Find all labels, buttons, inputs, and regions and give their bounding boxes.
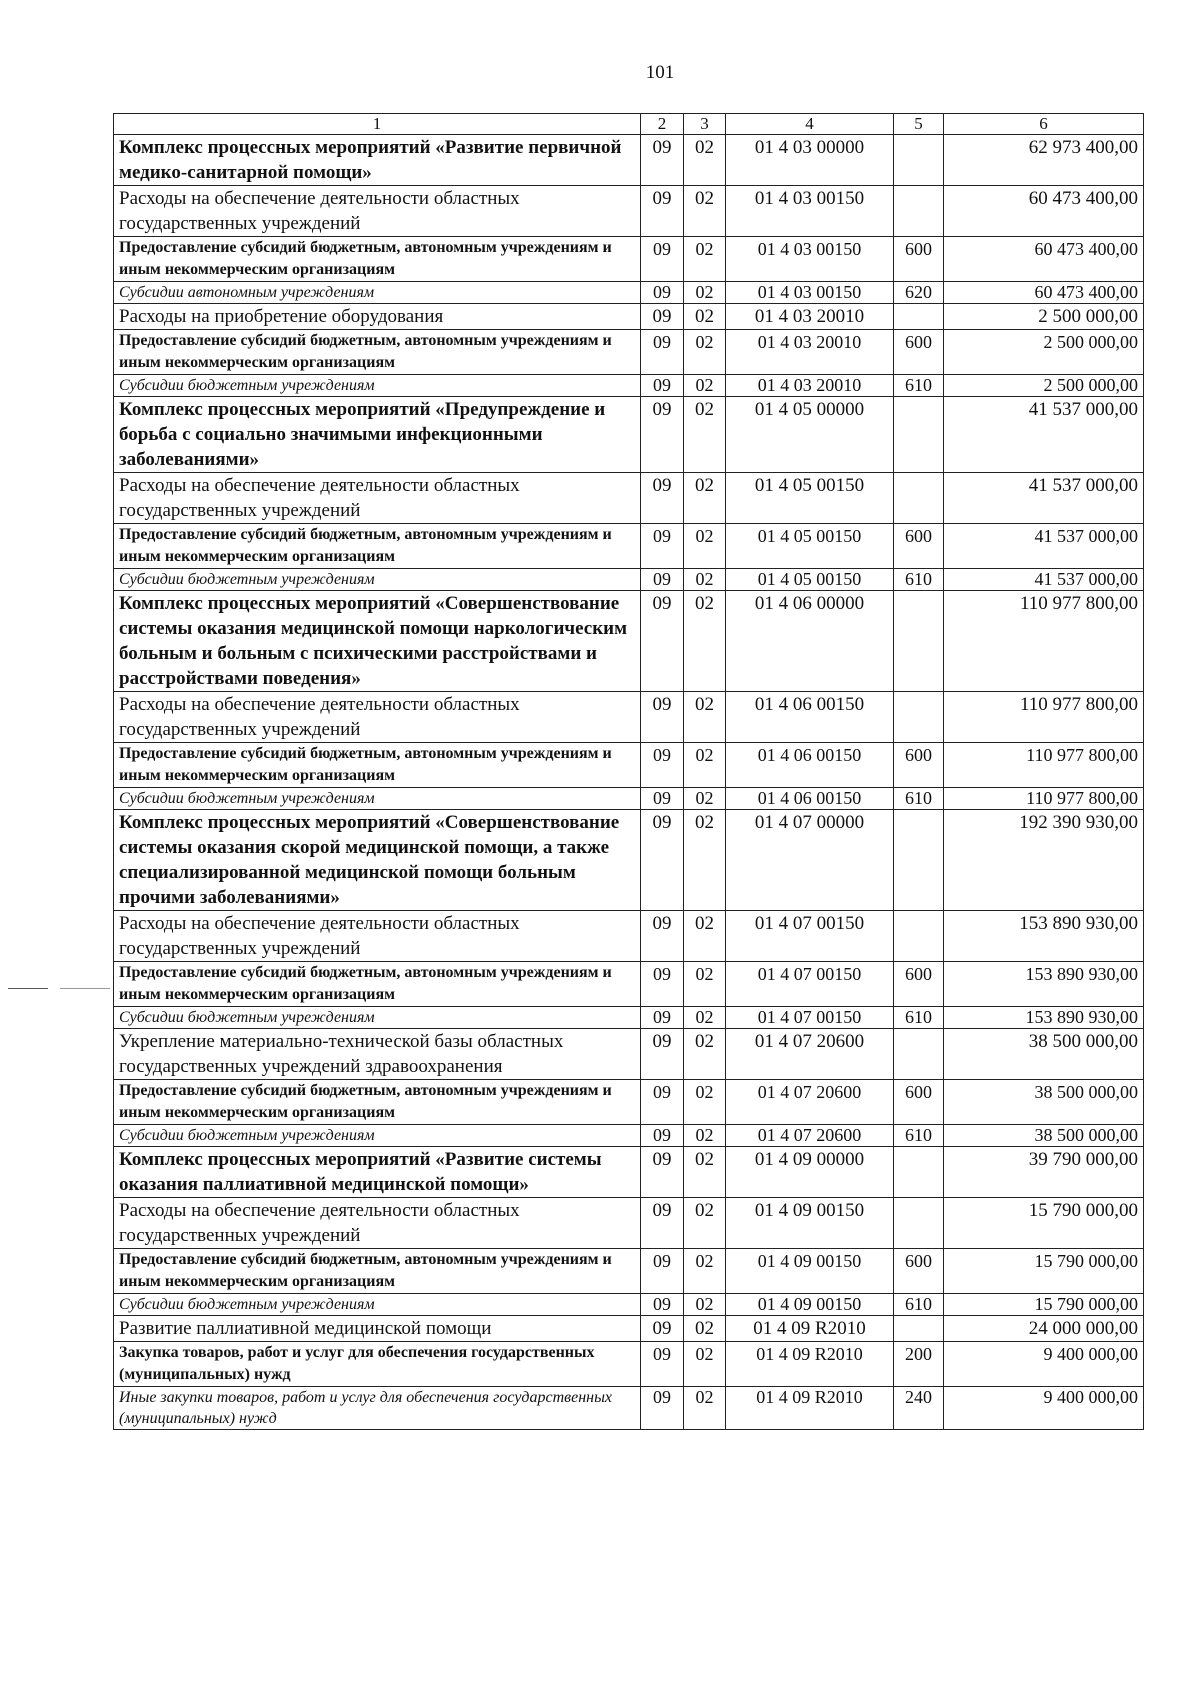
row-amount-cell: 15 790 000,00 (944, 1249, 1144, 1294)
row-target-article-cell: 01 4 09 R2010 (726, 1387, 894, 1430)
row-section-cell: 09 (641, 1080, 684, 1125)
budget-table-body (114, 114, 1144, 1430)
row-subsection-cell: 02 (684, 591, 726, 692)
table-row (114, 911, 1144, 962)
row-section-cell: 09 (641, 591, 684, 692)
row-amount-cell: 60 473 400,00 (944, 186, 1144, 237)
row-name-cell: Комплекс процессных мероприятий «Развитие первичной медико-санитарной помощи» (114, 135, 641, 186)
row-section-cell: 09 (641, 186, 684, 237)
row-subsection-cell: 02 (684, 1387, 726, 1430)
row-expense-type-cell (894, 135, 944, 186)
row-subsection-cell: 02 (684, 810, 726, 911)
row-subsection-cell: 02 (684, 1316, 726, 1342)
table-row (114, 375, 1144, 397)
row-expense-type-cell: 610 (894, 1007, 944, 1029)
row-amount-cell: 2 500 000,00 (944, 330, 1144, 375)
row-section-cell: 09 (641, 743, 684, 788)
table-row (114, 397, 1144, 473)
row-subsection-cell: 02 (684, 1029, 726, 1080)
table-row (114, 1294, 1144, 1316)
row-name-cell: Субсидии бюджетным учреждениям (114, 569, 641, 591)
row-name-cell: Предоставление субсидий бюджетным, автономным учреждениям и иным некоммерческим организациям (114, 962, 641, 1007)
row-amount-cell: 153 890 930,00 (944, 962, 1144, 1007)
budget-table (113, 113, 1144, 1430)
table-row (114, 743, 1144, 788)
row-name-cell: Предоставление субсидий бюджетным, автономным учреждениям и иным некоммерческим организациям (114, 524, 641, 569)
table-row (114, 591, 1144, 692)
row-target-article-cell: 01 4 05 00150 (726, 569, 894, 591)
row-subsection-cell: 02 (684, 1080, 726, 1125)
row-name-cell: Субсидии бюджетным учреждениям (114, 1007, 641, 1029)
table-header-row (114, 114, 1144, 135)
row-name-cell: Иные закупки товаров, работ и услуг для обеспечения государственных (муниципальных) нужд (114, 1387, 641, 1430)
row-subsection-cell: 02 (684, 1125, 726, 1147)
row-amount-cell: 15 790 000,00 (944, 1294, 1144, 1316)
row-amount-cell: 41 537 000,00 (944, 397, 1144, 473)
row-section-cell: 09 (641, 1125, 684, 1147)
row-name-cell: Субсидии бюджетным учреждениям (114, 1125, 641, 1147)
header-cell-2: 2 (641, 114, 684, 135)
row-subsection-cell: 02 (684, 330, 726, 375)
row-expense-type-cell: 600 (894, 237, 944, 282)
row-target-article-cell: 01 4 09 R2010 (726, 1342, 894, 1387)
row-target-article-cell: 01 4 03 00000 (726, 135, 894, 186)
row-subsection-cell: 02 (684, 473, 726, 524)
row-section-cell: 09 (641, 135, 684, 186)
header-cell-3: 3 (684, 114, 726, 135)
table-row (114, 1080, 1144, 1125)
row-expense-type-cell: 610 (894, 1125, 944, 1147)
page-number: 101 (645, 62, 675, 83)
row-name-cell: Предоставление субсидий бюджетным, автономным учреждениям и иным некоммерческим организациям (114, 330, 641, 375)
table-row (114, 692, 1144, 743)
header-cell-5: 5 (894, 114, 944, 135)
row-amount-cell: 153 890 930,00 (944, 911, 1144, 962)
table-row (114, 1342, 1144, 1387)
row-target-article-cell: 01 4 05 00000 (726, 397, 894, 473)
row-amount-cell: 192 390 930,00 (944, 810, 1144, 911)
row-amount-cell: 41 537 000,00 (944, 524, 1144, 569)
row-amount-cell: 41 537 000,00 (944, 473, 1144, 524)
scan-artifact-line (8, 988, 48, 989)
row-name-cell: Расходы на обеспечение деятельности областных государственных учреждений (114, 911, 641, 962)
row-target-article-cell: 01 4 09 00150 (726, 1294, 894, 1316)
row-expense-type-cell (894, 1147, 944, 1198)
row-expense-type-cell: 620 (894, 282, 944, 304)
row-subsection-cell: 02 (684, 1294, 726, 1316)
row-name-cell: Укрепление материально-технической базы областных государственных учреждений здравоохранения (114, 1029, 641, 1080)
row-section-cell: 09 (641, 282, 684, 304)
row-name-cell: Предоставление субсидий бюджетным, автономным учреждениям и иным некоммерческим организациям (114, 1249, 641, 1294)
row-section-cell: 09 (641, 304, 684, 330)
row-amount-cell: 60 473 400,00 (944, 237, 1144, 282)
row-subsection-cell: 02 (684, 135, 726, 186)
row-expense-type-cell: 600 (894, 1249, 944, 1294)
table-row (114, 473, 1144, 524)
row-name-cell: Развитие паллиативной медицинской помощи (114, 1316, 641, 1342)
row-subsection-cell: 02 (684, 304, 726, 330)
table-row (114, 788, 1144, 810)
row-expense-type-cell (894, 692, 944, 743)
row-amount-cell: 9 400 000,00 (944, 1342, 1144, 1387)
row-name-cell: Закупка товаров, работ и услуг для обеспечения государственных (муниципальных) нужд (114, 1342, 641, 1387)
table-row (114, 237, 1144, 282)
row-name-cell: Субсидии бюджетным учреждениям (114, 375, 641, 397)
row-subsection-cell: 02 (684, 397, 726, 473)
row-subsection-cell: 02 (684, 569, 726, 591)
row-section-cell: 09 (641, 810, 684, 911)
row-name-cell: Субсидии автономным учреждениям (114, 282, 641, 304)
row-section-cell: 09 (641, 962, 684, 1007)
header-cell-4: 4 (726, 114, 894, 135)
row-amount-cell: 24 000 000,00 (944, 1316, 1144, 1342)
row-target-article-cell: 01 4 06 00150 (726, 788, 894, 810)
table-row (114, 1316, 1144, 1342)
row-subsection-cell: 02 (684, 692, 726, 743)
row-expense-type-cell (894, 473, 944, 524)
table-row (114, 1387, 1144, 1430)
row-amount-cell: 38 500 000,00 (944, 1080, 1144, 1125)
row-name-cell: Предоставление субсидий бюджетным, автономным учреждениям и иным некоммерческим организациям (114, 1080, 641, 1125)
table-row (114, 524, 1144, 569)
row-name-cell: Субсидии бюджетным учреждениям (114, 1294, 641, 1316)
row-target-article-cell: 01 4 03 00150 (726, 282, 894, 304)
table-row (114, 186, 1144, 237)
row-name-cell: Комплекс процессных мероприятий «Совершенствование системы оказания скорой медицинской помощи, а также специализированной медицинской помощи больным прочими заболеваниями» (114, 810, 641, 911)
row-target-article-cell: 01 4 07 20600 (726, 1080, 894, 1125)
row-target-article-cell: 01 4 07 00150 (726, 1007, 894, 1029)
row-expense-type-cell (894, 304, 944, 330)
row-subsection-cell: 02 (684, 186, 726, 237)
row-expense-type-cell (894, 1198, 944, 1249)
row-amount-cell: 110 977 800,00 (944, 591, 1144, 692)
row-expense-type-cell (894, 1316, 944, 1342)
row-target-article-cell: 01 4 09 00150 (726, 1249, 894, 1294)
row-amount-cell: 153 890 930,00 (944, 1007, 1144, 1029)
row-amount-cell: 2 500 000,00 (944, 304, 1144, 330)
row-amount-cell: 110 977 800,00 (944, 743, 1144, 788)
row-section-cell: 09 (641, 1147, 684, 1198)
row-name-cell: Комплекс процессных мероприятий «Развитие системы оказания паллиативной медицинской помощи» (114, 1147, 641, 1198)
row-subsection-cell: 02 (684, 1342, 726, 1387)
row-expense-type-cell: 610 (894, 375, 944, 397)
row-subsection-cell: 02 (684, 524, 726, 569)
row-subsection-cell: 02 (684, 282, 726, 304)
row-subsection-cell: 02 (684, 788, 726, 810)
row-section-cell: 09 (641, 1029, 684, 1080)
row-amount-cell: 2 500 000,00 (944, 375, 1144, 397)
header-cell-6: 6 (944, 114, 1144, 135)
row-subsection-cell: 02 (684, 1249, 726, 1294)
row-subsection-cell: 02 (684, 1147, 726, 1198)
row-expense-type-cell (894, 186, 944, 237)
row-target-article-cell: 01 4 09 00150 (726, 1198, 894, 1249)
row-amount-cell: 60 473 400,00 (944, 282, 1144, 304)
row-section-cell: 09 (641, 911, 684, 962)
row-target-article-cell: 01 4 06 00000 (726, 591, 894, 692)
row-section-cell: 09 (641, 692, 684, 743)
row-target-article-cell: 01 4 07 00150 (726, 911, 894, 962)
table-row (114, 1147, 1144, 1198)
row-amount-cell: 110 977 800,00 (944, 692, 1144, 743)
table-row (114, 135, 1144, 186)
row-amount-cell: 62 973 400,00 (944, 135, 1144, 186)
row-name-cell: Комплекс процессных мероприятий «Предупреждение и борьба с социально значимыми инфекционными заболеваниями» (114, 397, 641, 473)
row-target-article-cell: 01 4 07 00000 (726, 810, 894, 911)
table-row (114, 282, 1144, 304)
row-subsection-cell: 02 (684, 743, 726, 788)
row-name-cell: Расходы на обеспечение деятельности областных государственных учреждений (114, 1198, 641, 1249)
row-amount-cell: 39 790 000,00 (944, 1147, 1144, 1198)
row-section-cell: 09 (641, 1007, 684, 1029)
row-expense-type-cell: 600 (894, 962, 944, 1007)
row-target-article-cell: 01 4 09 R2010 (726, 1316, 894, 1342)
row-target-article-cell: 01 4 05 00150 (726, 524, 894, 569)
row-target-article-cell: 01 4 03 20010 (726, 375, 894, 397)
row-target-article-cell: 01 4 07 20600 (726, 1029, 894, 1080)
row-expense-type-cell (894, 810, 944, 911)
row-name-cell: Расходы на приобретение оборудования (114, 304, 641, 330)
table-row (114, 1007, 1144, 1029)
table-row (114, 1029, 1144, 1080)
table-row (114, 330, 1144, 375)
row-name-cell: Субсидии бюджетным учреждениям (114, 788, 641, 810)
table-row (114, 1198, 1144, 1249)
row-subsection-cell: 02 (684, 1198, 726, 1249)
table-row (114, 1125, 1144, 1147)
row-name-cell: Предоставление субсидий бюджетным, автономным учреждениям и иным некоммерческим организациям (114, 743, 641, 788)
row-section-cell: 09 (641, 1198, 684, 1249)
table-row (114, 1249, 1144, 1294)
row-expense-type-cell: 600 (894, 1080, 944, 1125)
table-row (114, 569, 1144, 591)
row-name-cell: Расходы на обеспечение деятельности областных государственных учреждений (114, 473, 641, 524)
row-amount-cell: 110 977 800,00 (944, 788, 1144, 810)
row-target-article-cell: 01 4 07 00150 (726, 962, 894, 1007)
row-name-cell: Предоставление субсидий бюджетным, автономным учреждениям и иным некоммерческим организациям (114, 237, 641, 282)
row-section-cell: 09 (641, 397, 684, 473)
row-expense-type-cell: 610 (894, 569, 944, 591)
row-amount-cell: 38 500 000,00 (944, 1125, 1144, 1147)
row-target-article-cell: 01 4 03 00150 (726, 237, 894, 282)
table-row (114, 810, 1144, 911)
scan-artifact-line (60, 988, 110, 989)
row-name-cell: Расходы на обеспечение деятельности областных государственных учреждений (114, 692, 641, 743)
row-target-article-cell: 01 4 06 00150 (726, 743, 894, 788)
row-target-article-cell: 01 4 06 00150 (726, 692, 894, 743)
row-section-cell: 09 (641, 524, 684, 569)
row-target-article-cell: 01 4 09 00000 (726, 1147, 894, 1198)
header-cell-1: 1 (114, 114, 641, 135)
row-subsection-cell: 02 (684, 911, 726, 962)
row-expense-type-cell (894, 911, 944, 962)
row-subsection-cell: 02 (684, 237, 726, 282)
row-section-cell: 09 (641, 473, 684, 524)
row-section-cell: 09 (641, 1316, 684, 1342)
row-expense-type-cell: 200 (894, 1342, 944, 1387)
row-section-cell: 09 (641, 1387, 684, 1430)
row-subsection-cell: 02 (684, 962, 726, 1007)
row-expense-type-cell: 610 (894, 1294, 944, 1316)
row-target-article-cell: 01 4 03 20010 (726, 330, 894, 375)
row-expense-type-cell: 240 (894, 1387, 944, 1430)
row-expense-type-cell: 610 (894, 788, 944, 810)
row-subsection-cell: 02 (684, 1007, 726, 1029)
row-target-article-cell: 01 4 03 20010 (726, 304, 894, 330)
row-name-cell: Комплекс процессных мероприятий «Совершенствование системы оказания медицинской помощи наркологическим больным и больным с психическими расстройствами и расстройствами поведения» (114, 591, 641, 692)
row-name-cell: Расходы на обеспечение деятельности областных государственных учреждений (114, 186, 641, 237)
row-section-cell: 09 (641, 1249, 684, 1294)
row-target-article-cell: 01 4 07 20600 (726, 1125, 894, 1147)
row-amount-cell: 41 537 000,00 (944, 569, 1144, 591)
row-expense-type-cell (894, 1029, 944, 1080)
row-expense-type-cell (894, 397, 944, 473)
row-target-article-cell: 01 4 05 00150 (726, 473, 894, 524)
table-row (114, 962, 1144, 1007)
row-expense-type-cell: 600 (894, 524, 944, 569)
row-expense-type-cell: 600 (894, 743, 944, 788)
row-target-article-cell: 01 4 03 00150 (726, 186, 894, 237)
row-amount-cell: 15 790 000,00 (944, 1198, 1144, 1249)
table-row (114, 304, 1144, 330)
row-section-cell: 09 (641, 1294, 684, 1316)
row-section-cell: 09 (641, 788, 684, 810)
row-subsection-cell: 02 (684, 375, 726, 397)
row-amount-cell: 9 400 000,00 (944, 1387, 1144, 1430)
row-section-cell: 09 (641, 1342, 684, 1387)
row-amount-cell: 38 500 000,00 (944, 1029, 1144, 1080)
row-section-cell: 09 (641, 569, 684, 591)
row-expense-type-cell: 600 (894, 330, 944, 375)
row-section-cell: 09 (641, 330, 684, 375)
row-expense-type-cell (894, 591, 944, 692)
row-section-cell: 09 (641, 237, 684, 282)
row-section-cell: 09 (641, 375, 684, 397)
